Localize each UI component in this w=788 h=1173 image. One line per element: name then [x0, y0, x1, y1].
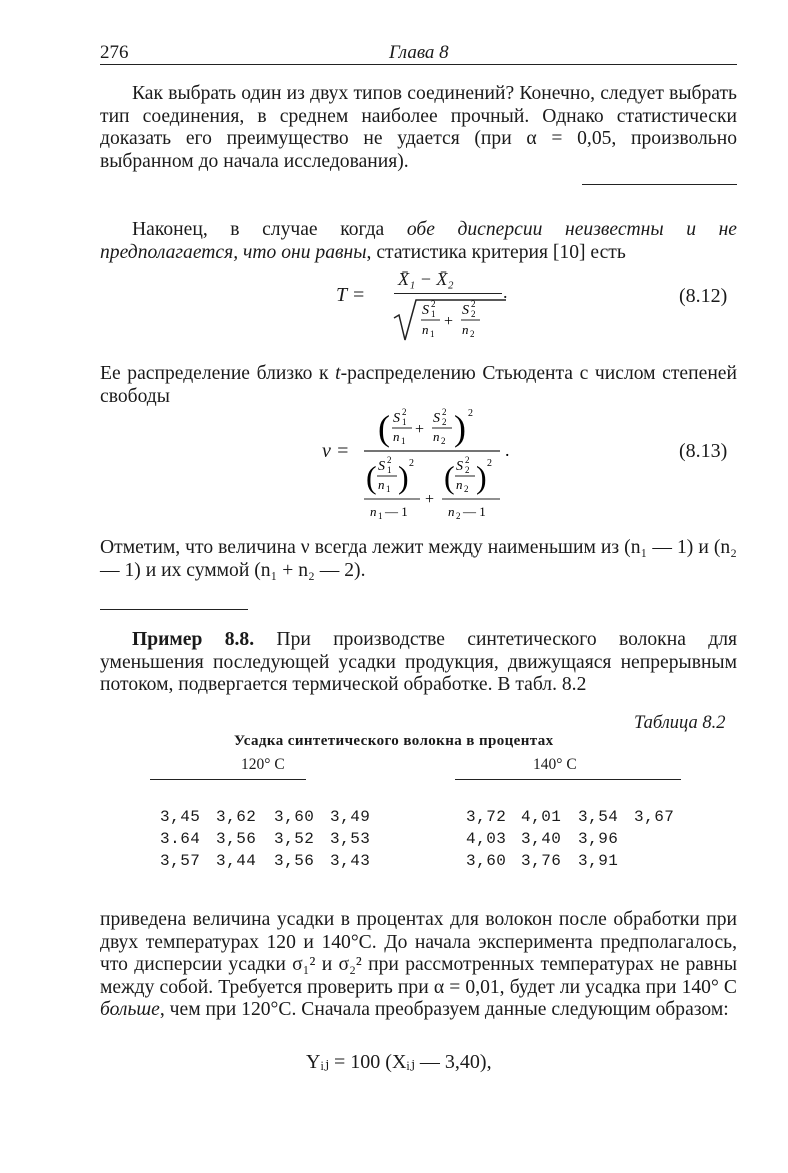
svg-text:S: S	[393, 411, 400, 426]
eq-812-numerator: X̄₁ − X̄₂	[398, 269, 454, 289]
svg-text:+: +	[425, 491, 435, 508]
svg-text:(: (	[366, 459, 377, 495]
example-8-8: Пример 8.8. При производстве синтетического волокна для уменьшения последующей усадки продукция, движущаяся непрерывным потоком, подвергается термической обработке. В табл. 8.2	[100, 629, 737, 696]
svg-text:n: n	[422, 322, 429, 337]
section-divider-right	[582, 184, 737, 185]
table-row: 3,45 3,62 3,60 3,49 3,72 4,01 3,54 3,67	[160, 808, 675, 826]
svg-text:2: 2	[441, 436, 446, 446]
italic-condition: обе дисперсии неизвестны и не предполагается, что они равны	[100, 219, 737, 263]
svg-text:— 1: — 1	[385, 504, 408, 519]
equation-number-8-13: (8.13)	[679, 440, 728, 462]
svg-text:2: 2	[402, 407, 407, 417]
svg-text:S: S	[456, 459, 463, 474]
italic-larger: больше	[100, 999, 160, 1021]
paragraph-note-nu: Отметим, что величина ν всегда лежит между наименьшим из (n₁ — 1) и (n₂ — 1) и их суммой (n₁ + n₂ — 2).	[100, 537, 737, 581]
svg-text:): )	[454, 408, 466, 448]
svg-text:2: 2	[442, 407, 447, 417]
table-col-120: 120° C	[241, 756, 285, 773]
svg-text:+: +	[415, 421, 425, 438]
svg-text:1: 1	[402, 417, 407, 427]
svg-text:n: n	[448, 504, 455, 519]
table-rule-120	[150, 779, 306, 780]
header-rule	[100, 64, 737, 65]
equation-8-13	[322, 404, 532, 524]
svg-text:2: 2	[442, 417, 447, 427]
paragraph-conclusion: Как выбрать один из двух типов соединений? Конечно, следует выбрать тип соединения, в среднем наиболее прочный. Однако статистически доказать его преимущество не удается (при α = 0,05, произвольно выбранном до начала исследования).	[100, 83, 737, 172]
svg-text:n: n	[433, 429, 440, 444]
paragraph-distribution: Ее распределение близко к t-распределению Стьюдента с числом степеней свободы	[100, 363, 737, 407]
running-header	[100, 42, 737, 66]
svg-text:1: 1	[431, 309, 436, 319]
svg-text:1: 1	[378, 511, 383, 521]
svg-text:S: S	[433, 411, 440, 426]
svg-text:2: 2	[468, 408, 473, 419]
chapter-title: Глава 8	[389, 42, 449, 63]
svg-text:): )	[398, 459, 409, 495]
svg-text:(: (	[378, 408, 390, 448]
svg-text:S: S	[462, 303, 469, 318]
svg-text:— 1: — 1	[463, 504, 486, 519]
eq-812-sqrt-denominator	[392, 296, 507, 342]
svg-text:2: 2	[471, 309, 476, 319]
svg-text:n: n	[378, 477, 385, 492]
eq-812-lhs: T =	[336, 284, 366, 306]
table-row: 3,57 3,44 3,56 3,43 3,60 3,76 3,91	[160, 852, 619, 870]
svg-text:n: n	[456, 477, 463, 492]
svg-text:2: 2	[409, 458, 414, 469]
svg-text:S: S	[422, 303, 429, 318]
equation-number-8-12: (8.12)	[679, 285, 728, 307]
svg-text:2: 2	[456, 511, 461, 521]
svg-text:): )	[476, 459, 487, 495]
svg-text:2: 2	[470, 329, 475, 339]
eq-812-fraction-bar	[394, 293, 502, 294]
paragraph-experiment: приведена величина усадки в процентах для волокон после обработки при двух температурах 120 и 140°С. До начала эксперимента предполагалось, что дисперсии усадки σ₁² и σ₂² при рассмотренных температурах не равны между собой. Требуется проверить при α = 0,01, будет ли усадка при 140° С больше, чем при 120°С. Сначала преобразуем данные следующим образом:	[100, 909, 737, 1021]
eq-813-lhs: ν =	[322, 440, 350, 462]
page-number: 276	[100, 42, 129, 63]
svg-text:1: 1	[387, 465, 392, 475]
svg-text:2: 2	[387, 455, 392, 465]
svg-text:n: n	[462, 322, 469, 337]
table-row: 3.64 3,56 3,52 3,53 4,03 3,40 3,96	[160, 830, 619, 848]
svg-text:+: +	[444, 313, 454, 330]
svg-text:2: 2	[465, 465, 470, 475]
table-rule-140	[455, 779, 681, 780]
svg-text:n: n	[370, 504, 377, 519]
svg-text:2: 2	[464, 484, 469, 494]
table-col-140: 140° C	[533, 756, 577, 773]
svg-text:2: 2	[431, 299, 436, 309]
svg-text:S: S	[378, 459, 385, 474]
section-divider-left	[100, 609, 248, 610]
paragraph-statistic-intro: Наконец, в случае когда обе дисперсии неизвестны и не предполагается, что они равны, статистика критерия [10] есть	[100, 219, 737, 263]
example-label: Пример 8.8.	[132, 629, 255, 650]
eq-813-fraction	[360, 404, 532, 524]
svg-text:n: n	[393, 429, 400, 444]
svg-text:1: 1	[386, 484, 391, 494]
svg-text:2: 2	[465, 455, 470, 465]
svg-text:(: (	[444, 459, 455, 495]
table-caption: Таблица 8.2	[634, 713, 726, 733]
svg-text:1: 1	[430, 329, 435, 339]
svg-text:2: 2	[471, 299, 476, 309]
equation-transform: Yᵢⱼ = 100 (Xᵢⱼ — 3,40),	[306, 1051, 492, 1073]
svg-text:.: .	[505, 440, 510, 460]
svg-text:1: 1	[401, 436, 406, 446]
table-title: Усадка синтетического волокна в процентах	[234, 733, 554, 749]
svg-text:2: 2	[487, 458, 492, 469]
equation-8-12: T = X̄₁ − X̄₂ . S 2 1 n 1 + S 2 2 n 2	[336, 270, 526, 342]
